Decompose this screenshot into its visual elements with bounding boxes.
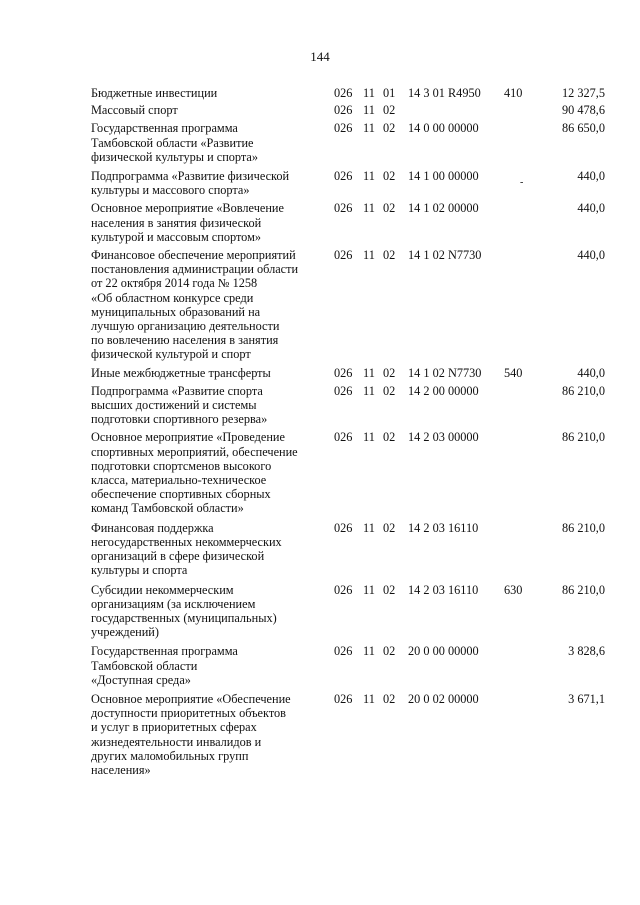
row-name	[91, 169, 327, 197]
row-name-line: организаций в сфере физической	[91, 549, 265, 564]
row-target: 20 0 00 00000	[408, 644, 479, 659]
row-name-line: высших достижений и системы	[91, 398, 257, 413]
row-name-line: населения в занятия физической	[91, 215, 262, 230]
table-row	[0, 248, 640, 362]
row-name-line: учреждений)	[91, 625, 159, 640]
row-subsection: 02	[383, 691, 396, 706]
row-name-line: Подпрограмма «Развитие спорта	[91, 383, 263, 398]
row-subsection: 02	[383, 121, 396, 136]
row-section: 11	[363, 582, 375, 597]
row-expense: 630	[504, 582, 523, 597]
row-name-line: команд Тамбовской области»	[91, 501, 244, 516]
page-number: 144	[310, 49, 330, 64]
row-name-line: населения»	[91, 762, 151, 777]
row-name-line: физической культуры и спорта»	[91, 149, 259, 164]
row-admin: 026	[334, 365, 353, 380]
row-amount: 86 210,0	[561, 383, 605, 398]
row-name	[91, 692, 327, 777]
row-name-line: Государственная программа	[91, 644, 238, 659]
row-target: 14 2 00 00000	[408, 383, 479, 398]
row-name-line: обеспечение спортивных сборных	[91, 487, 271, 502]
row-name-line: физической культурой и спорт	[91, 347, 251, 362]
row-name-line: государственных (муниципальных)	[91, 610, 277, 625]
table-row	[0, 103, 640, 117]
row-name	[91, 430, 327, 515]
row-amount: 86 650,0	[561, 121, 605, 136]
row-amount: 86 210,0	[561, 430, 605, 445]
row-section: 11	[363, 520, 375, 535]
row-name-line: и услуг в приоритетных сферах	[91, 720, 257, 735]
row-name-line: культуры и спорта	[91, 563, 188, 578]
table-row	[0, 583, 640, 640]
row-target: 14 3 01 R4950	[408, 86, 481, 100]
table-row	[0, 201, 640, 244]
row-name	[91, 521, 327, 578]
row-name-line: Иные межбюджетные трансферты	[91, 365, 271, 380]
row-subsection: 02	[383, 103, 396, 118]
row-admin: 026	[334, 248, 353, 263]
row-name-line: Массовый спорт	[91, 103, 178, 118]
row-section: 11	[363, 691, 375, 706]
row-subsection: 02	[383, 582, 396, 597]
row-admin: 026	[334, 201, 353, 216]
row-amount: 86 210,0	[561, 520, 605, 535]
row-amount: 440,0	[577, 201, 605, 216]
row-admin: 026	[334, 383, 353, 398]
row-section: 11	[363, 103, 375, 118]
row-name-line: Субсидии некоммерческим	[91, 582, 234, 597]
row-target: 14 1 02 N7730	[408, 248, 482, 263]
row-amount: 440,0	[577, 248, 605, 263]
row-target: 14 2 03 16110	[408, 520, 479, 535]
budget-table	[0, 86, 640, 777]
row-name-line: класса, материально-техническое	[91, 473, 267, 488]
row-name-line: Основное мероприятие «Вовлечение	[91, 201, 284, 216]
row-amount: 440,0	[577, 169, 605, 184]
table-row	[0, 121, 640, 164]
table-row	[0, 692, 640, 777]
row-name-line: лучшую организацию деятельности	[91, 319, 280, 334]
row-name	[91, 86, 327, 100]
row-admin: 026	[334, 86, 353, 100]
row-target: 14 1 02 N7730	[408, 365, 482, 380]
row-name-line: «Об областном конкурсе среди	[91, 290, 254, 305]
row-amount: 440,0	[577, 365, 605, 380]
row-name-line: организациям (за исключением	[91, 596, 256, 611]
row-subsection: 02	[383, 383, 396, 398]
row-section: 11	[363, 383, 375, 398]
row-admin: 026	[334, 103, 353, 118]
row-name	[91, 384, 327, 427]
row-name-line: Финансовое обеспечение мероприятий	[91, 248, 296, 263]
row-admin: 026	[334, 121, 353, 136]
row-name-line: муниципальных образований на	[91, 304, 261, 319]
row-subsection: 02	[383, 644, 396, 659]
stray-mark: -	[520, 177, 524, 188]
row-admin: 026	[334, 430, 353, 445]
row-section: 11	[363, 121, 375, 136]
row-amount: 3 828,6	[568, 644, 605, 659]
row-admin: 026	[334, 169, 353, 184]
row-name-line: Подпрограмма «Развитие физической	[91, 169, 290, 184]
row-section: 11	[363, 201, 375, 216]
table-row	[0, 169, 640, 197]
row-section: 11	[363, 430, 375, 445]
row-amount: 3 671,1	[568, 691, 605, 706]
row-subsection: 02	[383, 169, 396, 184]
row-subsection: 02	[383, 201, 396, 216]
row-name	[91, 248, 327, 362]
row-name	[91, 366, 327, 380]
row-name-line: подготовки спортивного резерва»	[91, 412, 268, 427]
row-name	[91, 121, 327, 164]
table-row	[0, 644, 640, 687]
row-amount: 90 478,6	[561, 103, 605, 118]
row-name-line: Тамбовской области «Развитие	[91, 135, 254, 150]
row-target: 14 1 02 00000	[408, 201, 479, 216]
row-target: 14 2 03 16110	[408, 582, 479, 597]
row-target: 14 2 03 00000	[408, 430, 479, 445]
table-row	[0, 384, 640, 427]
table-row	[0, 366, 640, 380]
row-subsection: 01	[383, 86, 396, 100]
table-row	[0, 430, 640, 515]
row-subsection: 02	[383, 430, 396, 445]
row-section: 11	[363, 644, 375, 659]
row-admin: 026	[334, 691, 353, 706]
row-admin: 026	[334, 520, 353, 535]
row-name-line: Государственная программа	[91, 121, 238, 136]
table-row	[0, 86, 640, 100]
row-name-line: других маломобильных групп	[91, 748, 249, 763]
row-name	[91, 201, 327, 244]
row-name-line: по вовлечению населения в занятия	[91, 333, 279, 348]
row-admin: 026	[334, 582, 353, 597]
row-name-line: от 22 октября 2014 года № 1258	[91, 276, 258, 291]
row-admin: 026	[334, 644, 353, 659]
row-target: 14 0 00 00000	[408, 121, 479, 136]
row-amount: 12 327,5	[561, 86, 605, 100]
row-name	[91, 103, 327, 117]
row-section: 11	[363, 86, 375, 100]
row-subsection: 02	[383, 365, 396, 380]
row-name-line: жизнедеятельности инвалидов и	[91, 734, 262, 749]
row-subsection: 02	[383, 248, 396, 263]
row-expense: 410	[504, 86, 523, 100]
row-name-line: Основное мероприятие «Обеспечение	[91, 691, 291, 706]
row-name	[91, 644, 327, 687]
row-name-line: Основное мероприятие «Проведение	[91, 430, 285, 445]
row-name	[91, 583, 327, 640]
row-name-line: Тамбовской области	[91, 658, 198, 673]
row-amount: 86 210,0	[561, 582, 605, 597]
row-name-line: «Доступная среда»	[91, 672, 191, 687]
row-name-line: негосударственных некоммерческих	[91, 534, 282, 549]
table-row	[0, 521, 640, 578]
row-name-line: подготовки спортсменов высокого	[91, 458, 272, 473]
row-target: 20 0 02 00000	[408, 691, 479, 706]
row-name-line: спортивных мероприятий, обеспечение	[91, 444, 298, 459]
row-name-line: культурой и массовым спортом»	[91, 229, 262, 244]
row-section: 11	[363, 169, 375, 184]
row-expense: 540	[504, 365, 523, 380]
row-name-line: Бюджетные инвестиции	[91, 86, 218, 100]
row-target: 14 1 00 00000	[408, 169, 479, 184]
row-name-line: культуры и массового спорта»	[91, 183, 250, 198]
row-section: 11	[363, 248, 375, 263]
row-name-line: доступности приоритетных объектов	[91, 706, 286, 721]
row-section: 11	[363, 365, 375, 380]
row-name-line: постановления администрации области	[91, 262, 299, 277]
row-name-line: Финансовая поддержка	[91, 520, 214, 535]
row-subsection: 02	[383, 520, 396, 535]
